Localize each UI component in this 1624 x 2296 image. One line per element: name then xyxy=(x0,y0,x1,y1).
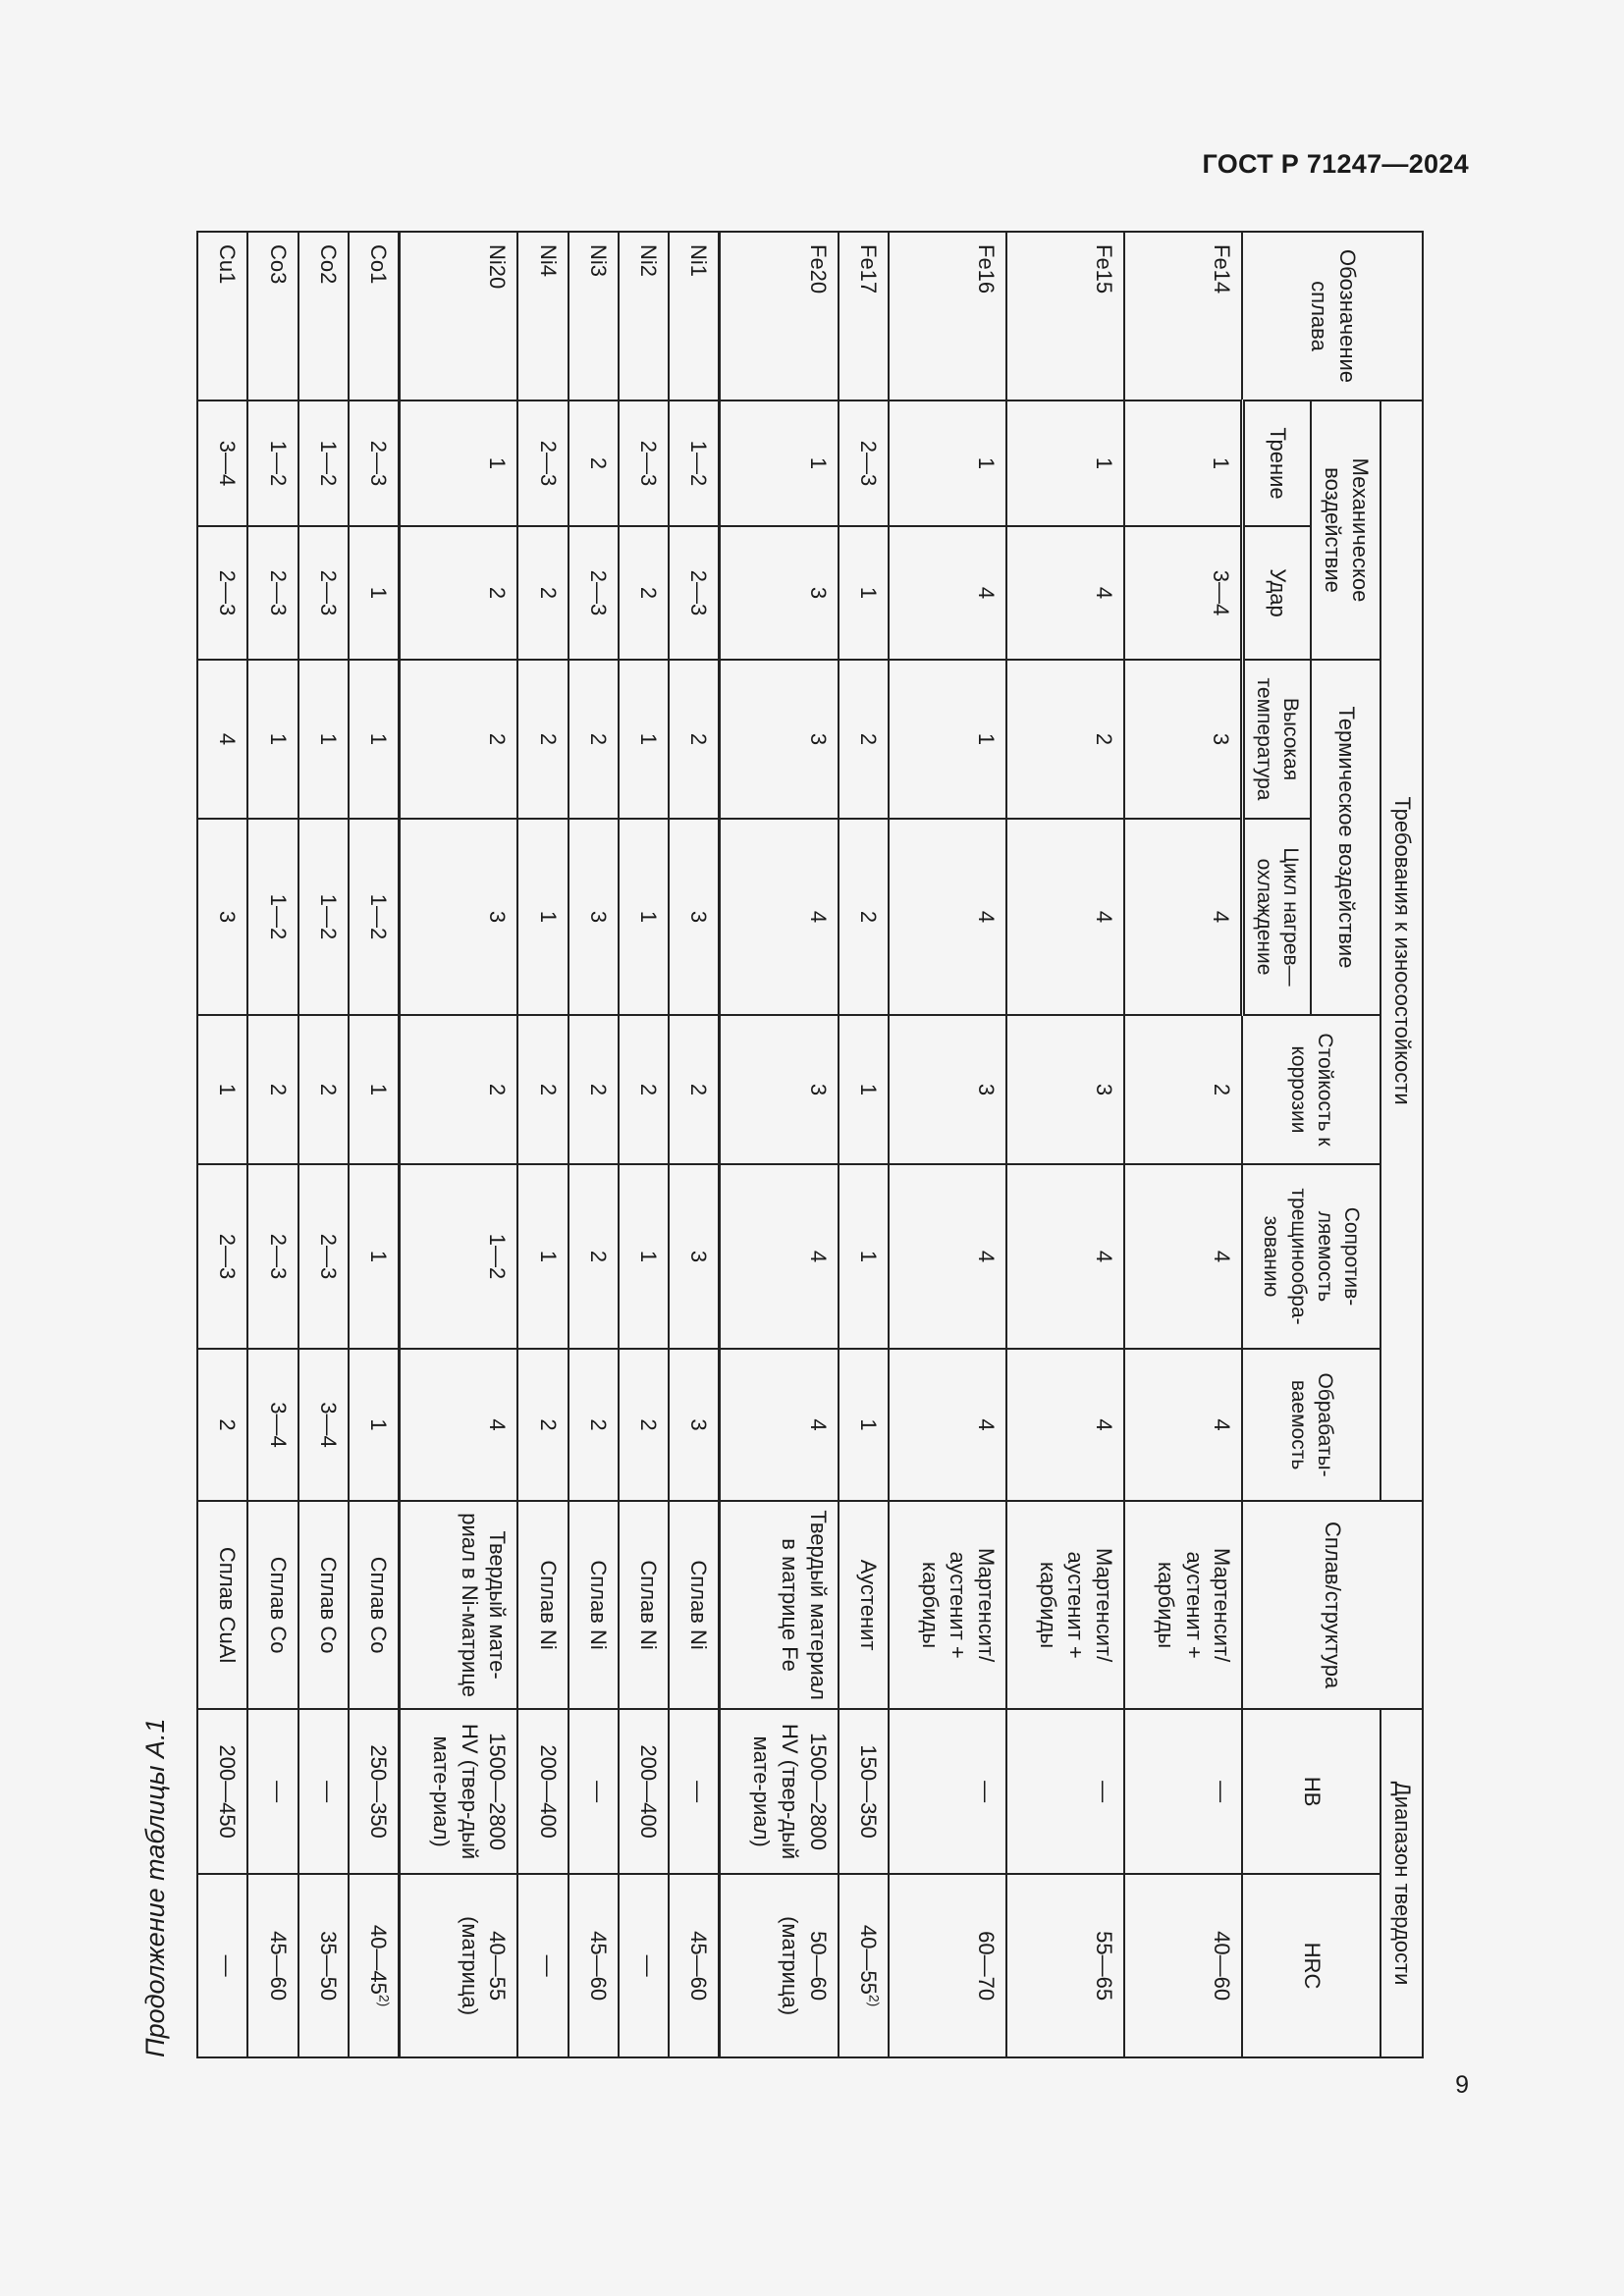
cell-corrosion: 2 xyxy=(298,1015,349,1164)
cell-machinability: 3 xyxy=(669,1349,720,1501)
cell-crack: 4 xyxy=(889,1164,1006,1349)
cell-impact: 1 xyxy=(349,526,400,660)
cell-hb: 150—350 xyxy=(839,1709,889,1874)
table-caption: Продолжение таблицы А.1 xyxy=(140,1718,170,2057)
cell-impact: 2—3 xyxy=(669,526,720,660)
cell-corrosion: 2 xyxy=(669,1015,720,1164)
cell-heat-cycle: 1—2 xyxy=(247,819,298,1015)
cell-high-temp: 2 xyxy=(1006,660,1124,819)
cell-heat-cycle: 3 xyxy=(568,819,619,1015)
rotated-table-wrapper xyxy=(196,231,1424,2056)
cell-name: Ni1 xyxy=(669,232,720,400)
header-requirements: Требования к износостойкости xyxy=(1380,400,1423,1501)
cell-name: Fe20 xyxy=(720,232,839,400)
cell-name: Fe16 xyxy=(889,232,1006,400)
cell-hrc: 55—65 xyxy=(1006,1874,1124,2057)
table-row xyxy=(839,232,889,2057)
cell-machinability: 1 xyxy=(349,1349,400,1501)
cell-corrosion: 1 xyxy=(197,1015,247,1164)
cell-high-temp: 1 xyxy=(298,660,349,819)
header-mechanical: Механическое воздействие xyxy=(1311,400,1380,660)
cell-friction: 2—3 xyxy=(839,400,889,526)
cell-impact: 2 xyxy=(517,526,568,660)
cell-hb: — xyxy=(1124,1709,1242,1874)
cell-machinability: 3—4 xyxy=(247,1349,298,1501)
table-row xyxy=(1006,232,1124,2057)
cell-friction: 1—2 xyxy=(298,400,349,526)
cell-structure: Сплав Co xyxy=(349,1501,400,1709)
cell-high-temp: 3 xyxy=(720,660,839,819)
header-high-temp: Высокая температура xyxy=(1242,660,1311,819)
cell-impact: 2—3 xyxy=(298,526,349,660)
cell-hb: — xyxy=(568,1709,619,1874)
cell-crack: 4 xyxy=(1124,1164,1242,1349)
cell-hrc: 60—70 xyxy=(889,1874,1006,2057)
cell-crack: 2 xyxy=(568,1164,619,1349)
cell-structure: Сплав Ni xyxy=(568,1501,619,1709)
header-machinability: Обрабаты-ваемость xyxy=(1242,1349,1380,1501)
cell-hb: — xyxy=(298,1709,349,1874)
table-header xyxy=(1242,232,1423,2057)
cell-high-temp: 1 xyxy=(349,660,400,819)
cell-name: Fe15 xyxy=(1006,232,1124,400)
cell-heat-cycle: 1 xyxy=(619,819,669,1015)
cell-friction: 2 xyxy=(568,400,619,526)
cell-friction: 1—2 xyxy=(247,400,298,526)
cell-hrc: 40—55$^{2)}$ xyxy=(839,1874,889,2057)
cell-name: Ni2 xyxy=(619,232,669,400)
cell-hb: 250—350 xyxy=(349,1709,400,1874)
document-code: ГОСТ Р 71247—2024 xyxy=(1202,149,1469,179)
cell-structure: Твердый мате-риал в Ni-матрице xyxy=(400,1501,518,1709)
table-row xyxy=(669,232,720,2057)
cell-name: Ni20 xyxy=(400,232,518,400)
cell-hrc: 45—60 xyxy=(247,1874,298,2057)
table-row xyxy=(349,232,400,2057)
header-crack: Сопротив-ляемость трещинообра-зованию xyxy=(1242,1164,1380,1349)
header-designation: Обозначение сплава xyxy=(1242,232,1423,400)
cell-structure: Мартенсит/ аустенит + карбиды xyxy=(1124,1501,1242,1709)
cell-hrc: 40—45$^{2)}$ xyxy=(349,1874,400,2057)
cell-machinability: 2 xyxy=(517,1349,568,1501)
header-structure: Сплав/структура xyxy=(1242,1501,1423,1709)
cell-crack: 1 xyxy=(839,1164,889,1349)
cell-high-temp: 4 xyxy=(197,660,247,819)
cell-name: Co2 xyxy=(298,232,349,400)
cell-impact: 4 xyxy=(889,526,1006,660)
table-row xyxy=(889,232,1006,2057)
cell-crack: 3 xyxy=(669,1164,720,1349)
page-number: 9 xyxy=(1455,2071,1469,2099)
cell-corrosion: 2 xyxy=(1124,1015,1242,1164)
cell-friction: 3—4 xyxy=(197,400,247,526)
cell-hb: 200—400 xyxy=(619,1709,669,1874)
cell-crack: 1—2 xyxy=(400,1164,518,1349)
cell-structure: Сплав CuAl xyxy=(197,1501,247,1709)
cell-structure: Сплав Ni xyxy=(669,1501,720,1709)
cell-crack: 1 xyxy=(517,1164,568,1349)
cell-high-temp: 2 xyxy=(568,660,619,819)
cell-crack: 1 xyxy=(619,1164,669,1349)
cell-impact: 1 xyxy=(839,526,889,660)
cell-machinability: 4 xyxy=(400,1349,518,1501)
cell-hrc: 50—60 (матрица) xyxy=(720,1874,839,2057)
alloy-properties-table xyxy=(196,231,1424,2058)
cell-high-temp: 1 xyxy=(619,660,669,819)
cell-machinability: 4 xyxy=(1124,1349,1242,1501)
cell-name: Fe17 xyxy=(839,232,889,400)
cell-hrc: — xyxy=(197,1874,247,2057)
cell-hrc: 40—60 xyxy=(1124,1874,1242,2057)
cell-machinability: 1 xyxy=(839,1349,889,1501)
table-row xyxy=(720,232,839,2057)
cell-high-temp: 1 xyxy=(889,660,1006,819)
cell-friction: 1 xyxy=(400,400,518,526)
cell-crack: 1 xyxy=(349,1164,400,1349)
cell-name: Ni4 xyxy=(517,232,568,400)
cell-impact: 3 xyxy=(720,526,839,660)
cell-impact: 2—3 xyxy=(568,526,619,660)
cell-machinability: 4 xyxy=(1006,1349,1124,1501)
cell-crack: 2—3 xyxy=(247,1164,298,1349)
cell-name: Co1 xyxy=(349,232,400,400)
cell-machinability: 4 xyxy=(720,1349,839,1501)
cell-impact: 2—3 xyxy=(247,526,298,660)
cell-hb: 1500—2800 HV (твер-дый мате-риал) xyxy=(720,1709,839,1874)
table-row xyxy=(298,232,349,2057)
cell-machinability: 4 xyxy=(889,1349,1006,1501)
cell-hb: 200—450 xyxy=(197,1709,247,1874)
cell-friction: 2—3 xyxy=(349,400,400,526)
header-hrc: HRC xyxy=(1242,1874,1380,2057)
cell-friction: 1 xyxy=(889,400,1006,526)
footnote-ref: 2) xyxy=(866,1994,883,2007)
cell-hrc: 45—60 xyxy=(568,1874,619,2057)
cell-hrc: 45—60 xyxy=(669,1874,720,2057)
cell-corrosion: 3 xyxy=(889,1015,1006,1164)
cell-impact: 3—4 xyxy=(1124,526,1242,660)
table-body xyxy=(197,232,1242,2057)
cell-high-temp: 2 xyxy=(839,660,889,819)
cell-hb: — xyxy=(1006,1709,1124,1874)
cell-friction: 1 xyxy=(720,400,839,526)
cell-high-temp: 2 xyxy=(517,660,568,819)
cell-machinability: 2 xyxy=(619,1349,669,1501)
cell-hb: — xyxy=(247,1709,298,1874)
header-hb: НВ xyxy=(1242,1709,1380,1874)
cell-heat-cycle: 3 xyxy=(400,819,518,1015)
cell-corrosion: 2 xyxy=(517,1015,568,1164)
cell-structure: Мартенсит/ аустенит + карбиды xyxy=(889,1501,1006,1709)
cell-heat-cycle: 4 xyxy=(889,819,1006,1015)
cell-corrosion: 3 xyxy=(1006,1015,1124,1164)
cell-machinability: 2 xyxy=(197,1349,247,1501)
table-row xyxy=(400,232,518,2057)
cell-friction: 1—2 xyxy=(669,400,720,526)
cell-impact: 2 xyxy=(400,526,518,660)
cell-structure: Сплав Ni xyxy=(517,1501,568,1709)
cell-heat-cycle: 1 xyxy=(517,819,568,1015)
table-row xyxy=(197,232,247,2057)
cell-crack: 4 xyxy=(720,1164,839,1349)
cell-heat-cycle: 3 xyxy=(197,819,247,1015)
cell-crack: 2—3 xyxy=(298,1164,349,1349)
cell-heat-cycle: 3 xyxy=(669,819,720,1015)
cell-name: Fe14 xyxy=(1124,232,1242,400)
cell-structure: Аустенит xyxy=(839,1501,889,1709)
cell-high-temp: 2 xyxy=(669,660,720,819)
table-row xyxy=(568,232,619,2057)
cell-corrosion: 3 xyxy=(720,1015,839,1164)
cell-friction: 2—3 xyxy=(517,400,568,526)
cell-corrosion: 2 xyxy=(400,1015,518,1164)
cell-structure: Сплав Co xyxy=(247,1501,298,1709)
cell-high-temp: 1 xyxy=(247,660,298,819)
cell-hb: — xyxy=(669,1709,720,1874)
cell-impact: 2 xyxy=(619,526,669,660)
cell-friction: 2—3 xyxy=(619,400,669,526)
cell-heat-cycle: 4 xyxy=(1124,819,1242,1015)
cell-friction: 1 xyxy=(1124,400,1242,526)
cell-hb: 200—400 xyxy=(517,1709,568,1874)
header-friction: Трение xyxy=(1242,400,1311,526)
header-corrosion: Стойкость к коррозии xyxy=(1242,1015,1380,1164)
cell-heat-cycle: 2 xyxy=(839,819,889,1015)
header-thermal: Термическое воздействие xyxy=(1311,660,1380,1015)
cell-corrosion: 1 xyxy=(349,1015,400,1164)
cell-corrosion: 2 xyxy=(247,1015,298,1164)
cell-heat-cycle: 4 xyxy=(720,819,839,1015)
cell-high-temp: 3 xyxy=(1124,660,1242,819)
cell-crack: 2—3 xyxy=(197,1164,247,1349)
cell-hrc: 35—50 xyxy=(298,1874,349,2057)
table-row xyxy=(619,232,669,2057)
cell-structure: Сплав Ni xyxy=(619,1501,669,1709)
table-row xyxy=(1124,232,1242,2057)
cell-structure: Твердый материал в матрице Fe xyxy=(720,1501,839,1709)
cell-heat-cycle: 4 xyxy=(1006,819,1124,1015)
table-row xyxy=(247,232,298,2057)
cell-high-temp: 2 xyxy=(400,660,518,819)
cell-hrc: 40—55 (матрица) xyxy=(400,1874,518,2057)
cell-impact: 4 xyxy=(1006,526,1124,660)
cell-corrosion: 2 xyxy=(568,1015,619,1164)
cell-friction: 1 xyxy=(1006,400,1124,526)
cell-hb: — xyxy=(889,1709,1006,1874)
cell-hrc: — xyxy=(619,1874,669,2057)
cell-crack: 4 xyxy=(1006,1164,1124,1349)
table-row xyxy=(517,232,568,2057)
cell-name: Cu1 xyxy=(197,232,247,400)
cell-machinability: 2 xyxy=(568,1349,619,1501)
cell-structure: Мартенсит/ аустенит + карбиды xyxy=(1006,1501,1124,1709)
cell-machinability: 3—4 xyxy=(298,1349,349,1501)
cell-corrosion: 1 xyxy=(839,1015,889,1164)
cell-hb: 1500—2800 HV (твер-дый мате-риал) xyxy=(400,1709,518,1874)
cell-hrc: — xyxy=(517,1874,568,2057)
cell-heat-cycle: 1—2 xyxy=(349,819,400,1015)
cell-structure: Сплав Co xyxy=(298,1501,349,1709)
cell-name: Co3 xyxy=(247,232,298,400)
cell-impact: 2—3 xyxy=(197,526,247,660)
cell-name: Ni3 xyxy=(568,232,619,400)
header-hardness: Диапазон твердости xyxy=(1380,1709,1423,2057)
header-impact: Удар xyxy=(1242,526,1311,660)
footnote-ref: 2) xyxy=(376,1994,393,2007)
cell-heat-cycle: 1—2 xyxy=(298,819,349,1015)
cell-corrosion: 2 xyxy=(619,1015,669,1164)
header-heat-cycle: Цикл нагрев—охлаждение xyxy=(1242,819,1311,1015)
